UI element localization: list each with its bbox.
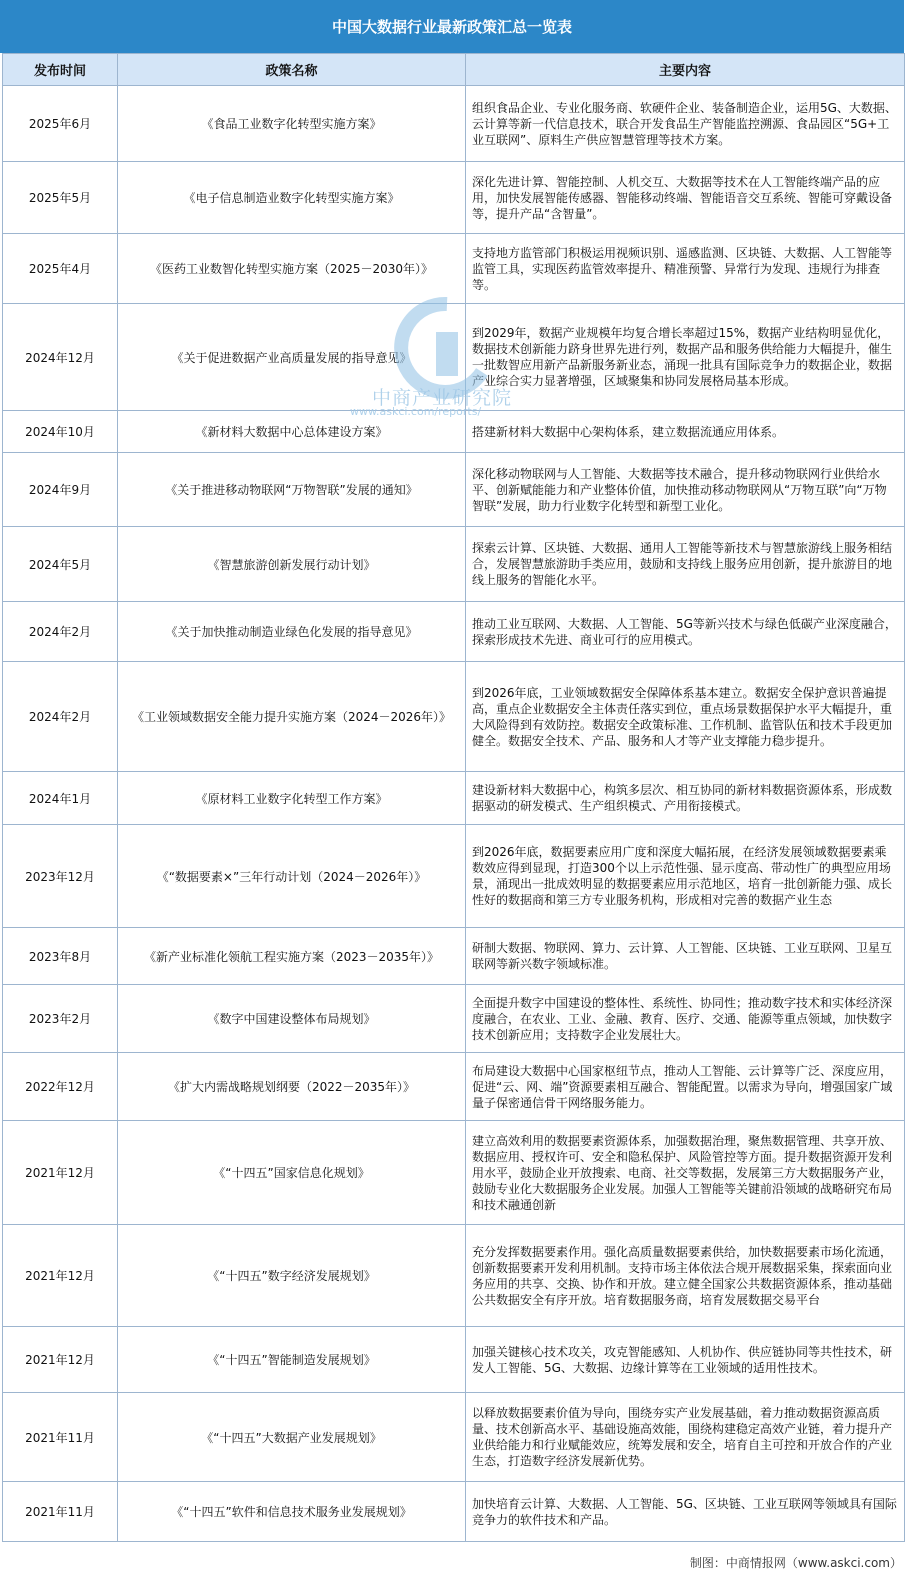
cell-policy-name: 《关于加快推动制造业绿色化发展的指导意见》 — [118, 602, 466, 662]
cell-content: 加快培育云计算、大数据、人工智能、5G、区块链、工业互联网等领域具有国际竞争力的软件技术和产品。 — [466, 1482, 905, 1542]
cell-policy-name: 《扩大内需战略规划纲要（2022－2035年）》 — [118, 1053, 466, 1121]
cell-content: 研制大数据、物联网、算力、云计算、人工智能、区块链、工业互联网、卫星互联网等新兴数字领域标准。 — [466, 928, 905, 985]
cell-policy-name: 《关于促进数据产业高质量发展的指导意见》 — [118, 304, 466, 411]
table-row — [3, 1327, 905, 1393]
table-title: 中国大数据行业最新政策汇总一览表 — [0, 0, 904, 53]
header-policy-name: 政策名称 — [118, 54, 466, 86]
table-row — [3, 453, 905, 527]
policy-table — [2, 53, 905, 1542]
table-row — [3, 772, 905, 825]
cell-date: 2024年12月 — [3, 304, 118, 411]
header-row — [3, 54, 905, 86]
table-row — [3, 234, 905, 304]
table-row — [3, 1393, 905, 1482]
cell-content: 搭建新材料大数据中心架构体系，建立数据流通应用体系。 — [466, 411, 905, 453]
cell-date: 2021年11月 — [3, 1482, 118, 1542]
cell-content: 组织食品企业、专业化服务商、软硬件企业、装备制造企业，运用5G、大数据、云计算等新一代信息技术，联合开发食品生产智能监控溯源、食品园区“5G+工业互联网”、原料生产供应智慧管理等技术方案。 — [466, 86, 905, 162]
cell-policy-name: 《关于推进移动物联网“万物智联”发展的通知》 — [118, 453, 466, 527]
cell-date: 2025年6月 — [3, 86, 118, 162]
cell-content: 建立高效利用的数据要素资源体系，加强数据治理，聚焦数据管理、共享开放、数据应用、授权许可、安全和隐私保护、风险管控等方面。提升数据资源开发利用水平，鼓励企业开放搜索、电商、社交等数据，发展第三方大数据服务产业，鼓励专业化大数据服务企业发展。加强人工智能等关键前沿领域的战略研究布局和技术融通创新 — [466, 1121, 905, 1225]
cell-policy-name: 《“十四五”国家信息化规划》 — [118, 1121, 466, 1225]
cell-content: 推动工业互联网、大数据、人工智能、5G等新兴技术与绿色低碳产业深度融合，探索形成技术先进、商业可行的应用模式。 — [466, 602, 905, 662]
cell-date: 2023年2月 — [3, 985, 118, 1053]
watermark-brand: 中商产业研究院 — [372, 387, 513, 409]
cell-policy-name: 《新材料大数据中心总体建设方案》 — [118, 411, 466, 453]
cell-policy-name: 《数字中国建设整体布局规划》 — [118, 985, 466, 1053]
table-row — [3, 985, 905, 1053]
cell-policy-name: 《原材料工业数字化转型工作方案》 — [118, 772, 466, 825]
cell-content: 探索云计算、区块链、大数据、通用人工智能等新技术与智慧旅游线上服务相结合，发展智慧旅游助手类应用，鼓励和支持线上服务应用创新，提升旅游目的地线上服务的智能化水平。 — [466, 527, 905, 602]
table-row — [3, 928, 905, 985]
cell-content: 到2029年，数据产业规模年均复合增长率超过15%，数据产业结构明显优化，数据技术创新能力跻身世界先进行列，数据产品和服务供给能力大幅提升，催生一批数智应用新产品新服务新业态，涌现一批具有国际竞争力的数据企业，数据产业综合实力显著增强，区域聚集和协同发展格局基本形成。 — [466, 304, 905, 411]
table-row — [3, 304, 905, 411]
watermark-url: www.askci.com/reports/ — [350, 405, 482, 418]
table-row — [3, 162, 905, 234]
cell-content: 布局建设大数据中心国家枢纽节点，推动人工智能、云计算等广泛、深度应用，促进“云、网、端”资源要素相互融合、智能配置。以需求为导向，增强国家广域量子保密通信骨干网络服务能力。 — [466, 1053, 905, 1121]
table-row — [3, 825, 905, 928]
cell-date: 2024年2月 — [3, 602, 118, 662]
table-row — [3, 411, 905, 453]
cell-date: 2024年10月 — [3, 411, 118, 453]
cell-content: 以释放数据要素价值为导向，围绕夯实产业发展基础，着力推动数据资源高质量、技术创新高水平、基础设施高效能，围绕构建稳定高效产业链，着力提升产业供给能力和行业赋能效应，统筹发展和安全，培育自主可控和开放合作的产业生态，打造数字经济发展新优势。 — [466, 1393, 905, 1482]
cell-content: 支持地方监管部门积极运用视频识别、遥感监测、区块链、大数据、人工智能等监管工具，实现医药监管效率提升、精准预警、异常行为发现、违规行为排查等。 — [466, 234, 905, 304]
cell-policy-name: 《智慧旅游创新发展行动计划》 — [118, 527, 466, 602]
table-row — [3, 1053, 905, 1121]
cell-date: 2024年1月 — [3, 772, 118, 825]
source-footer: 制图：中商情报网（www.askci.com） — [689, 1556, 902, 1570]
cell-policy-name: 《电子信息制造业数字化转型实施方案》 — [118, 162, 466, 234]
cell-policy-name: 《食品工业数字化转型实施方案》 — [118, 86, 466, 162]
cell-policy-name: 《医药工业数智化转型实施方案（2025－2030年）》 — [118, 234, 466, 304]
cell-date: 2023年8月 — [3, 928, 118, 985]
table-row — [3, 662, 905, 772]
cell-content: 加强关键核心技术攻关，攻克智能感知、人机协作、供应链协同等共性技术，研发人工智能、5G、大数据、边缘计算等在工业领域的适用性技术。 — [466, 1327, 905, 1393]
cell-content: 到2026年底，工业领域数据安全保障体系基本建立。数据安全保护意识普遍提高，重点企业数据安全主体责任落实到位，重点场景数据保护水平大幅提升，重大风险得到有效防控。数据安全政策标准、工作机制、监管队伍和技术手段更加健全。数据安全技术、产品、服务和人才等产业支撑能力稳步提升。 — [466, 662, 905, 772]
cell-date: 2021年12月 — [3, 1327, 118, 1393]
table-row — [3, 1121, 905, 1225]
cell-date: 2024年5月 — [3, 527, 118, 602]
cell-date: 2024年9月 — [3, 453, 118, 527]
cell-date: 2021年12月 — [3, 1121, 118, 1225]
cell-policy-name: 《工业领域数据安全能力提升实施方案（2024－2026年）》 — [118, 662, 466, 772]
cell-date: 2025年4月 — [3, 234, 118, 304]
cell-policy-name: 《“十四五”智能制造发展规划》 — [118, 1327, 466, 1393]
table-row — [3, 602, 905, 662]
cell-policy-name: 《“十四五”大数据产业发展规划》 — [118, 1393, 466, 1482]
cell-date: 2023年12月 — [3, 825, 118, 928]
cell-content: 到2026年底，数据要素应用广度和深度大幅拓展，在经济发展领域数据要素乘数效应得到显现，打造300个以上示范性强、显示度高、带动性广的典型应用场景，涌现出一批成效明显的数据要素应用示范地区，培育一批创新能力强、成长性好的数据商和第三方专业服务机构，形成相对完善的数据产业生态 — [466, 825, 905, 928]
cell-date: 2021年11月 — [3, 1393, 118, 1482]
table-row — [3, 1225, 905, 1327]
cell-date: 2024年2月 — [3, 662, 118, 772]
cell-content: 深化移动物联网与人工智能、大数据等技术融合，提升移动物联网行业供给水平、创新赋能能力和产业整体价值，加快推动移动物联网从“万物互联”向“万物智联”发展，助力行业数字化转型和新型工业化。 — [466, 453, 905, 527]
cell-date: 2021年12月 — [3, 1225, 118, 1327]
cell-content: 建设新材料大数据中心，构筑多层次、相互协同的新材料数据资源体系，形成数据驱动的研发模式、生产组织模式、产用衔接模式。 — [466, 772, 905, 825]
cell-date: 2022年12月 — [3, 1053, 118, 1121]
header-content: 主要内容 — [466, 54, 905, 86]
table-row — [3, 527, 905, 602]
header-date: 发布时间 — [3, 54, 118, 86]
cell-policy-name: 《“十四五”软件和信息技术服务业发展规划》 — [118, 1482, 466, 1542]
cell-content: 全面提升数字中国建设的整体性、系统性、协同性；推动数字技术和实体经济深度融合，在农业、工业、金融、教育、医疗、交通、能源等重点领域，加快数字技术创新应用；支持数字企业发展壮大。 — [466, 985, 905, 1053]
table-row — [3, 1482, 905, 1542]
cell-policy-name: 《“十四五”数字经济发展规划》 — [118, 1225, 466, 1327]
cell-content: 深化先进计算、智能控制、人机交互、大数据等技术在人工智能终端产品的应用，加快发展智能传感器、智能移动终端、智能语音交互系统、智能可穿戴设备等，提升产品“含智量”。 — [466, 162, 905, 234]
cell-date: 2025年5月 — [3, 162, 118, 234]
cell-policy-name: 《新产业标准化领航工程实施方案（2023－2035年）》 — [118, 928, 466, 985]
cell-content: 充分发挥数据要素作用。强化高质量数据要素供给，加快数据要素市场化流通，创新数据要素开发利用机制。支持市场主体依法合规开展数据采集，探索面向业务应用的共享、交换、协作和开放。建立健全国家公共数据资源体系，推动基础公共数据安全有序开放。培育数据服务商，培育发展数据交易平台 — [466, 1225, 905, 1327]
cell-policy-name: 《“数据要素×”三年行动计划（2024－2026年）》 — [118, 825, 466, 928]
table-row — [3, 86, 905, 162]
